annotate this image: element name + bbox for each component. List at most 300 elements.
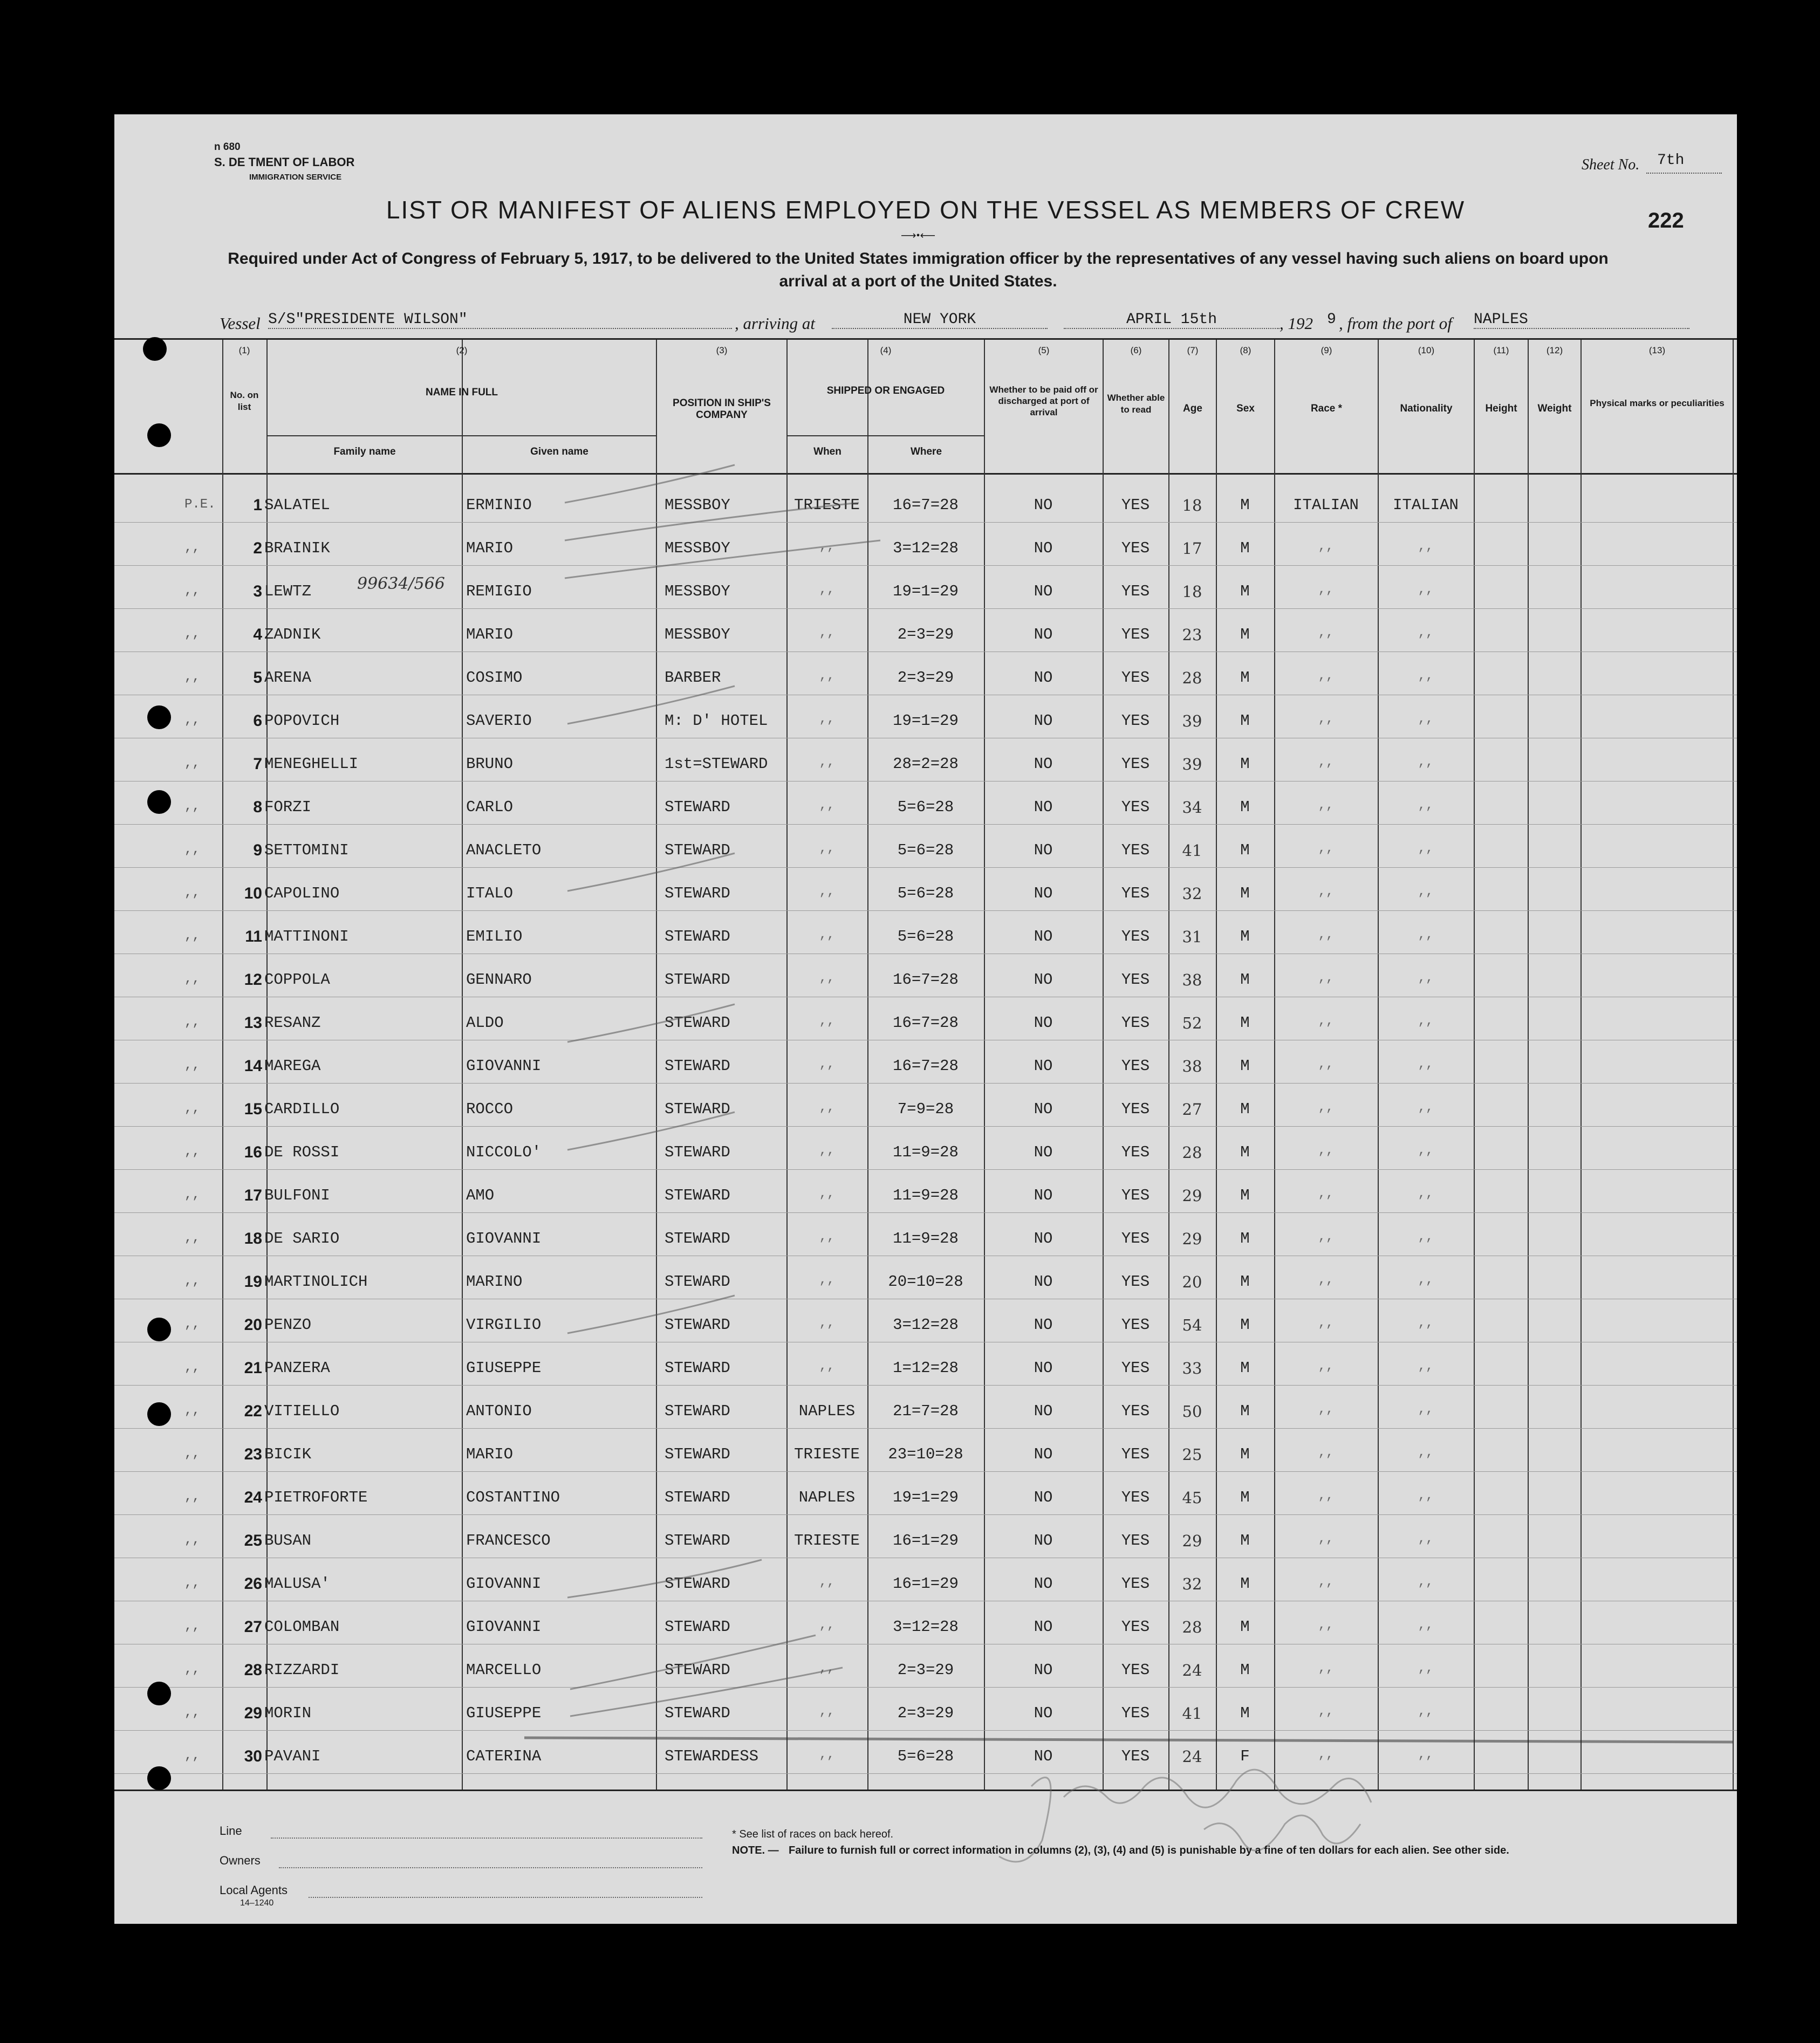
cell-position: MESSBOY — [665, 626, 730, 643]
cell-paid: NO — [1034, 1704, 1053, 1722]
cell-read: YES — [1121, 1316, 1150, 1334]
cell-nationality: ,, — [1418, 712, 1434, 726]
margin-ditto-mark: ,, — [184, 799, 200, 814]
cell-sex: M — [1240, 1014, 1250, 1032]
cell-given: CARLO — [466, 798, 514, 816]
cell-where: 5=6=28 — [897, 928, 954, 945]
cell-position: STEWARD — [665, 1532, 730, 1550]
col-age: Age — [1183, 403, 1202, 414]
cell-nationality: ,, — [1418, 1445, 1434, 1460]
cell-where: 16=7=28 — [893, 1057, 959, 1075]
cell-when: ,, — [819, 928, 835, 942]
cell-family: CARDILLO — [264, 1100, 340, 1118]
cell-position: STEWARD — [665, 1143, 730, 1161]
cell-family: MALUSA' — [264, 1575, 330, 1593]
cell-given: BRUNO — [466, 755, 514, 773]
cell-paid: NO — [1034, 1143, 1053, 1161]
margin-ditto-mark: ,, — [184, 972, 200, 986]
cell-given: ALDO — [466, 1014, 504, 1032]
cell-sex: M — [1240, 885, 1250, 902]
col-paid-off: Whether to be paid off or discharged at port of arrival — [989, 385, 1098, 417]
cell-nationality: ,, — [1418, 928, 1434, 942]
cell-position: STEWARD — [665, 885, 730, 902]
cell-nationality: ,, — [1418, 1143, 1434, 1158]
cell-position: STEWARD — [665, 1187, 730, 1204]
col-name-in-full: NAME IN FULL — [425, 387, 498, 398]
check-stroke — [570, 1635, 816, 1689]
cell-read: YES — [1121, 1704, 1150, 1722]
cell-where: 11=9=28 — [893, 1143, 959, 1161]
cell-where: 21=7=28 — [893, 1402, 959, 1420]
cell-where: 23=10=28 — [888, 1445, 963, 1463]
row-number: 16 — [244, 1143, 262, 1161]
cell-family: PAVANI — [264, 1747, 321, 1765]
binder-hole — [147, 705, 171, 729]
cell-race: ,, — [1318, 1402, 1334, 1417]
sheet-no-label: Sheet No. — [1582, 156, 1640, 173]
row-number: 21 — [244, 1359, 262, 1377]
cell-sex: M — [1240, 626, 1250, 643]
cell-nationality: ,, — [1418, 885, 1434, 899]
cell-position: STEWARD — [665, 1618, 730, 1636]
cell-age: 38 — [1182, 1057, 1202, 1075]
cell-position: STEWARD — [665, 971, 730, 989]
arriving-label: , arriving at — [735, 314, 815, 333]
margin-ditto-mark: ,, — [184, 1619, 200, 1634]
cell-read: YES — [1121, 1402, 1150, 1420]
margin-ditto-mark: ,, — [184, 1101, 200, 1116]
cell-race: ,, — [1318, 582, 1334, 597]
cell-when: ,, — [819, 1057, 835, 1072]
cell-where: 20=10=28 — [888, 1273, 963, 1291]
row-number: 25 — [244, 1532, 262, 1550]
cell-paid: NO — [1034, 1230, 1053, 1247]
cell-nationality: ,, — [1418, 755, 1434, 770]
cell-family: BULFONI — [264, 1187, 330, 1204]
note-text: Failure to furnish full or correct information in columns (2), (3), (4) and (5) is punishable by a fine of ten dollars for each alien. See other side. — [789, 1845, 1509, 1856]
cell-age: 20 — [1182, 1273, 1202, 1291]
cell-paid: NO — [1034, 1618, 1053, 1636]
row-number: 2 — [253, 539, 262, 557]
cell-nationality: ITALIAN — [1393, 496, 1459, 514]
margin-ditto-mark: ,, — [184, 1188, 200, 1202]
cell-paid: NO — [1034, 971, 1053, 989]
cell-read: YES — [1121, 1014, 1150, 1032]
cell-nationality: ,, — [1418, 1618, 1434, 1633]
cell-read: YES — [1121, 1143, 1150, 1161]
cell-age: 18 — [1182, 496, 1202, 515]
cell-given: ERMINIO — [466, 496, 532, 514]
margin-ditto-mark: ,, — [184, 756, 200, 771]
cell-nationality: ,, — [1418, 1100, 1434, 1115]
margin-ditto-mark: ,, — [184, 713, 200, 728]
cell-sex: M — [1240, 1661, 1250, 1679]
cell-nationality: ,, — [1418, 1359, 1434, 1374]
cell-race: ,, — [1318, 971, 1334, 985]
cell-nationality: ,, — [1418, 669, 1434, 683]
cell-where: 5=6=28 — [897, 798, 954, 816]
cell-read: YES — [1121, 1618, 1150, 1636]
cell-given: SAVERIO — [466, 712, 532, 730]
margin-ditto-mark: ,, — [184, 1576, 200, 1590]
cell-when: ,, — [819, 1100, 835, 1115]
cell-race: ,, — [1318, 1143, 1334, 1158]
cell-age: 29 — [1182, 1230, 1202, 1248]
cell-when: ,, — [819, 1316, 835, 1331]
col13-number: (13) — [1648, 345, 1666, 355]
vessel-label: Vessel — [220, 314, 261, 333]
cell-where: 16=7=28 — [893, 971, 959, 989]
cell-position: STEWARD — [665, 1359, 730, 1377]
cell-nationality: ,, — [1418, 798, 1434, 813]
margin-ditto-mark: P.E. — [184, 497, 216, 512]
cell-read: YES — [1121, 1273, 1150, 1291]
margin-ditto-mark: ,, — [184, 1662, 200, 1677]
margin-ditto-mark: ,, — [184, 1446, 200, 1461]
cell-race: ,, — [1318, 1661, 1334, 1676]
cell-sex: M — [1240, 1230, 1250, 1247]
cell-when: ,, — [819, 1187, 835, 1201]
col-able-to-read: Whether able to read — [1107, 393, 1165, 415]
cell-when: ,, — [819, 1230, 835, 1244]
cell-read: YES — [1121, 885, 1150, 902]
cell-race: ,, — [1318, 1230, 1334, 1244]
cell-paid: NO — [1034, 712, 1053, 730]
cell-sex: M — [1240, 1618, 1250, 1636]
cell-race: ,, — [1318, 1100, 1334, 1115]
cell-paid: NO — [1034, 582, 1053, 600]
cell-given: GIOVANNI — [466, 1230, 542, 1247]
cell-sex: M — [1240, 755, 1250, 773]
cell-read: YES — [1121, 1532, 1150, 1550]
footer-line-field — [271, 1838, 702, 1839]
col4-number: (4) — [880, 345, 892, 355]
cell-read: YES — [1121, 1747, 1150, 1765]
cell-race: ,, — [1318, 1273, 1334, 1287]
col6-number: (6) — [1130, 345, 1142, 355]
cell-position: STEWARD — [665, 1057, 730, 1075]
cell-paid: NO — [1034, 1445, 1053, 1463]
cell-age: 32 — [1182, 885, 1202, 903]
cell-position: MESSBOY — [665, 496, 730, 514]
margin-ditto-mark: ,, — [184, 842, 200, 857]
cell-given: CATERINA — [466, 1747, 542, 1765]
margin-ditto-mark: ,, — [184, 1274, 200, 1288]
cell-family: CAPOLINO — [264, 885, 340, 902]
cell-race: ,, — [1318, 1316, 1334, 1331]
cell-given: GIUSEPPE — [466, 1359, 542, 1377]
row-number: 7 — [253, 755, 262, 773]
cell-paid: NO — [1034, 1489, 1053, 1506]
page-number: 222 — [1648, 209, 1684, 232]
row-number: 4 — [253, 626, 262, 643]
cell-family: MATTINONI — [264, 928, 349, 945]
cell-where: 2=3=29 — [897, 626, 954, 643]
cell-family: PANZERA — [264, 1359, 330, 1377]
cell-sex: M — [1240, 1100, 1250, 1118]
cell-family: BRAINIK — [264, 539, 330, 557]
check-stroke — [565, 465, 735, 503]
cell-paid: NO — [1034, 1316, 1053, 1334]
cell-when: ,, — [819, 1143, 835, 1158]
cell-sex: M — [1240, 1273, 1250, 1291]
cell-race: ,, — [1318, 1704, 1334, 1719]
cell-family: ARENA — [264, 669, 312, 687]
cell-given: GENNARO — [466, 971, 532, 989]
cell-age: 28 — [1182, 1618, 1202, 1636]
cell-race: ,, — [1318, 755, 1334, 770]
margin-ditto-mark: ,, — [184, 929, 200, 943]
vessel-name: S/S"PRESIDENTE WILSON" — [268, 311, 732, 329]
col-where: Where — [910, 446, 942, 457]
cell-given: GIOVANNI — [466, 1575, 542, 1593]
cell-where: 3=12=28 — [893, 539, 959, 557]
cell-nationality: ,, — [1418, 582, 1434, 597]
cell-age: 39 — [1182, 755, 1202, 773]
cell-sex: M — [1240, 1575, 1250, 1593]
cell-read: YES — [1121, 1057, 1150, 1075]
cell-nationality: ,, — [1418, 539, 1434, 554]
row-number: 11 — [245, 928, 262, 945]
footer-owners-label: Owners — [220, 1854, 261, 1867]
cell-nationality: ,, — [1418, 841, 1434, 856]
cell-race: ,, — [1318, 1445, 1334, 1460]
cell-family: PIETROFORTE — [264, 1489, 368, 1506]
footer-form-code: 14–1240 — [240, 1898, 274, 1908]
cell-family: SALATEL — [264, 496, 330, 514]
row-number: 9 — [253, 841, 262, 859]
cell-where: 16=7=28 — [893, 496, 959, 514]
race-note: * See list of races on back hereof. — [732, 1828, 894, 1840]
cell-age: 29 — [1182, 1532, 1202, 1550]
cell-where: 11=9=28 — [893, 1230, 959, 1247]
cell-age: 28 — [1182, 669, 1202, 687]
cell-age: 52 — [1182, 1014, 1202, 1032]
col5-number: (5) — [1038, 345, 1050, 355]
cell-paid: NO — [1034, 798, 1053, 816]
binder-hole — [147, 1766, 171, 1790]
binder-hole — [147, 1318, 171, 1341]
cell-position: STEWARD — [665, 1100, 730, 1118]
cell-read: YES — [1121, 1575, 1150, 1593]
cell-position: STEWARD — [665, 1316, 730, 1334]
cell-position: STEWARD — [665, 1445, 730, 1463]
cell-family: MENEGHELLI — [264, 755, 359, 773]
arrival-date: APRIL 15th — [1064, 311, 1280, 329]
cell-race: ,, — [1318, 1014, 1334, 1029]
cell-where: 11=9=28 — [893, 1187, 959, 1204]
cell-sex: M — [1240, 798, 1250, 816]
check-stroke — [565, 503, 859, 540]
cell-paid: NO — [1034, 626, 1053, 643]
cell-race: ITALIAN — [1293, 496, 1359, 514]
margin-ditto-mark: ,, — [184, 1231, 200, 1245]
cell-age: 18 — [1182, 582, 1202, 601]
cell-age: 34 — [1182, 798, 1202, 817]
cell-family: POPOVICH — [264, 712, 340, 730]
cell-race: ,, — [1318, 539, 1334, 554]
cell-position: STEWARD — [665, 798, 730, 816]
cell-given: GIUSEPPE — [466, 1704, 542, 1722]
cell-race: ,, — [1318, 1618, 1334, 1633]
cell-sex: M — [1240, 496, 1250, 514]
cell-age: 27 — [1182, 1100, 1202, 1119]
cell-paid: NO — [1034, 1014, 1053, 1032]
row-number: 20 — [244, 1316, 262, 1334]
margin-ditto-mark: ,, — [184, 1533, 200, 1547]
cell-race: ,, — [1318, 669, 1334, 683]
cell-given: VIRGILIO — [466, 1316, 542, 1334]
cell-read: YES — [1121, 841, 1150, 859]
cell-position: STEWARD — [665, 1704, 730, 1722]
cell-when: ,, — [819, 1747, 835, 1762]
check-stroke — [567, 1112, 735, 1150]
cell-nationality: ,, — [1418, 1575, 1434, 1589]
cell-read: YES — [1121, 928, 1150, 945]
cell-sex: M — [1240, 1445, 1250, 1463]
year-value: 9 — [1327, 311, 1336, 328]
row-number: 30 — [244, 1747, 262, 1765]
row-number: 29 — [244, 1704, 262, 1722]
cell-paid: NO — [1034, 496, 1053, 514]
cell-when: NAPLES — [798, 1402, 856, 1420]
col11-number: (11) — [1493, 345, 1509, 355]
cell-when: ,, — [819, 539, 835, 554]
cell-family: PENZO — [264, 1316, 312, 1334]
cell-family: COPPOLA — [264, 971, 330, 989]
cell-where: 16=7=28 — [893, 1014, 959, 1032]
cell-read: YES — [1121, 539, 1150, 557]
cell-nationality: ,, — [1418, 1402, 1434, 1417]
cell-race: ,, — [1318, 1057, 1334, 1072]
row-number: 18 — [244, 1230, 262, 1247]
cell-given: MARIO — [466, 1445, 514, 1463]
col9-number: (9) — [1320, 345, 1332, 355]
cell-paid: NO — [1034, 1747, 1053, 1765]
cell-sex: F — [1240, 1747, 1250, 1765]
cell-read: YES — [1121, 1230, 1150, 1247]
cell-read: YES — [1121, 1359, 1150, 1377]
cell-when: ,, — [819, 1014, 835, 1029]
margin-ditto-mark: ,, — [184, 670, 200, 684]
cell-sex: M — [1240, 1359, 1250, 1377]
cell-given: FRANCESCO — [466, 1532, 551, 1550]
cell-nationality: ,, — [1418, 1661, 1434, 1676]
row-number: 1 — [253, 496, 262, 514]
row-number: 19 — [244, 1273, 262, 1291]
footer-agents-label: Local Agents — [220, 1883, 288, 1897]
cell-given: GIOVANNI — [466, 1618, 542, 1636]
service-label: IMMIGRATION SERVICE — [249, 173, 342, 182]
row-number: 5 — [253, 669, 262, 687]
cell-where: 5=6=28 — [897, 885, 954, 902]
cell-where: 28=2=28 — [893, 755, 959, 773]
binder-hole — [143, 337, 167, 361]
cell-where: 19=1=29 — [893, 712, 959, 730]
cell-race: ,, — [1318, 1532, 1334, 1546]
cell-position: STEWARD — [665, 841, 730, 859]
row-number: 22 — [244, 1402, 262, 1420]
cell-nationality: ,, — [1418, 1532, 1434, 1546]
title-ornament: ⟶•⟵ — [900, 230, 936, 242]
cell-where: 3=12=28 — [893, 1316, 959, 1334]
cell-sex: M — [1240, 712, 1250, 730]
cell-sex: M — [1240, 669, 1250, 687]
col-when: When — [813, 446, 841, 457]
margin-ditto-mark: ,, — [184, 1015, 200, 1030]
col7-number: (7) — [1187, 345, 1199, 355]
cell-paid: NO — [1034, 669, 1053, 687]
cell-sex: M — [1240, 1057, 1250, 1075]
note-label: NOTE. — — [732, 1845, 779, 1856]
cell-sex: M — [1240, 1316, 1250, 1334]
cell-age: 17 — [1182, 539, 1202, 558]
col-race: Race * — [1310, 403, 1343, 414]
year-label: , 192 — [1280, 314, 1313, 333]
cell-sex: M — [1240, 1402, 1250, 1420]
cell-when: NAPLES — [798, 1489, 856, 1506]
cell-given: MARCELLO — [466, 1661, 542, 1679]
cell-where: 2=3=29 — [897, 1704, 954, 1722]
cell-when: ,, — [819, 712, 835, 726]
cell-paid: NO — [1034, 885, 1053, 902]
cell-family: ZADNIK — [264, 626, 321, 643]
cell-position: MESSBOY — [665, 539, 730, 557]
cell-paid: NO — [1034, 1273, 1053, 1291]
margin-ditto-mark: ,, — [184, 1317, 200, 1332]
requirement-text: Required under Act of Congress of February 5, 1917, to be delivered to the United States immigration officer by the representatives of any vessel having such aliens on board upon arrival at a port of the United States. — [228, 250, 1609, 290]
cell-sex: M — [1240, 539, 1250, 557]
cell-given: ITALO — [466, 885, 514, 902]
cell-where: 2=3=29 — [897, 669, 954, 687]
cell-position: MESSBOY — [665, 582, 730, 600]
cell-read: YES — [1121, 1489, 1150, 1506]
cell-where: 5=6=28 — [897, 841, 954, 859]
cell-nationality: ,, — [1418, 1230, 1434, 1244]
cell-read: YES — [1121, 1187, 1150, 1204]
col-given-name: Given name — [530, 446, 589, 457]
col2-number: (2) — [456, 345, 468, 355]
cell-nationality: ,, — [1418, 1273, 1434, 1287]
binder-hole — [147, 1682, 171, 1705]
cell-given: COSTANTINO — [466, 1489, 560, 1506]
cell-paid: NO — [1034, 1359, 1053, 1377]
cell-paid: NO — [1034, 755, 1053, 773]
binder-hole — [147, 1402, 171, 1426]
cell-sex: M — [1240, 971, 1250, 989]
cell-position: STEWARDESS — [665, 1747, 759, 1765]
margin-ditto-mark: ,, — [184, 1058, 200, 1073]
col1-number: (1) — [238, 345, 250, 355]
cell-read: YES — [1121, 755, 1150, 773]
col-sex: Sex — [1236, 403, 1255, 414]
col10-number: (10) — [1418, 345, 1435, 355]
cell-paid: NO — [1034, 1661, 1053, 1679]
footer-agents-field — [309, 1897, 702, 1898]
cell-where: 19=1=29 — [893, 1489, 959, 1506]
cell-where: 5=6=28 — [897, 1747, 954, 1765]
cell-where: 3=12=28 — [893, 1618, 959, 1636]
cell-when: ,, — [819, 1661, 835, 1676]
cell-race: ,, — [1318, 1489, 1334, 1503]
margin-ditto-mark: ,, — [184, 886, 200, 900]
cell-where: 16=1=29 — [893, 1575, 959, 1593]
cell-paid: NO — [1034, 1057, 1053, 1075]
cell-given: MARIO — [466, 539, 514, 557]
margin-ditto-mark: ,, — [184, 1705, 200, 1720]
row-number: 12 — [244, 971, 262, 989]
sheet-no-value: 7th — [1657, 152, 1685, 169]
